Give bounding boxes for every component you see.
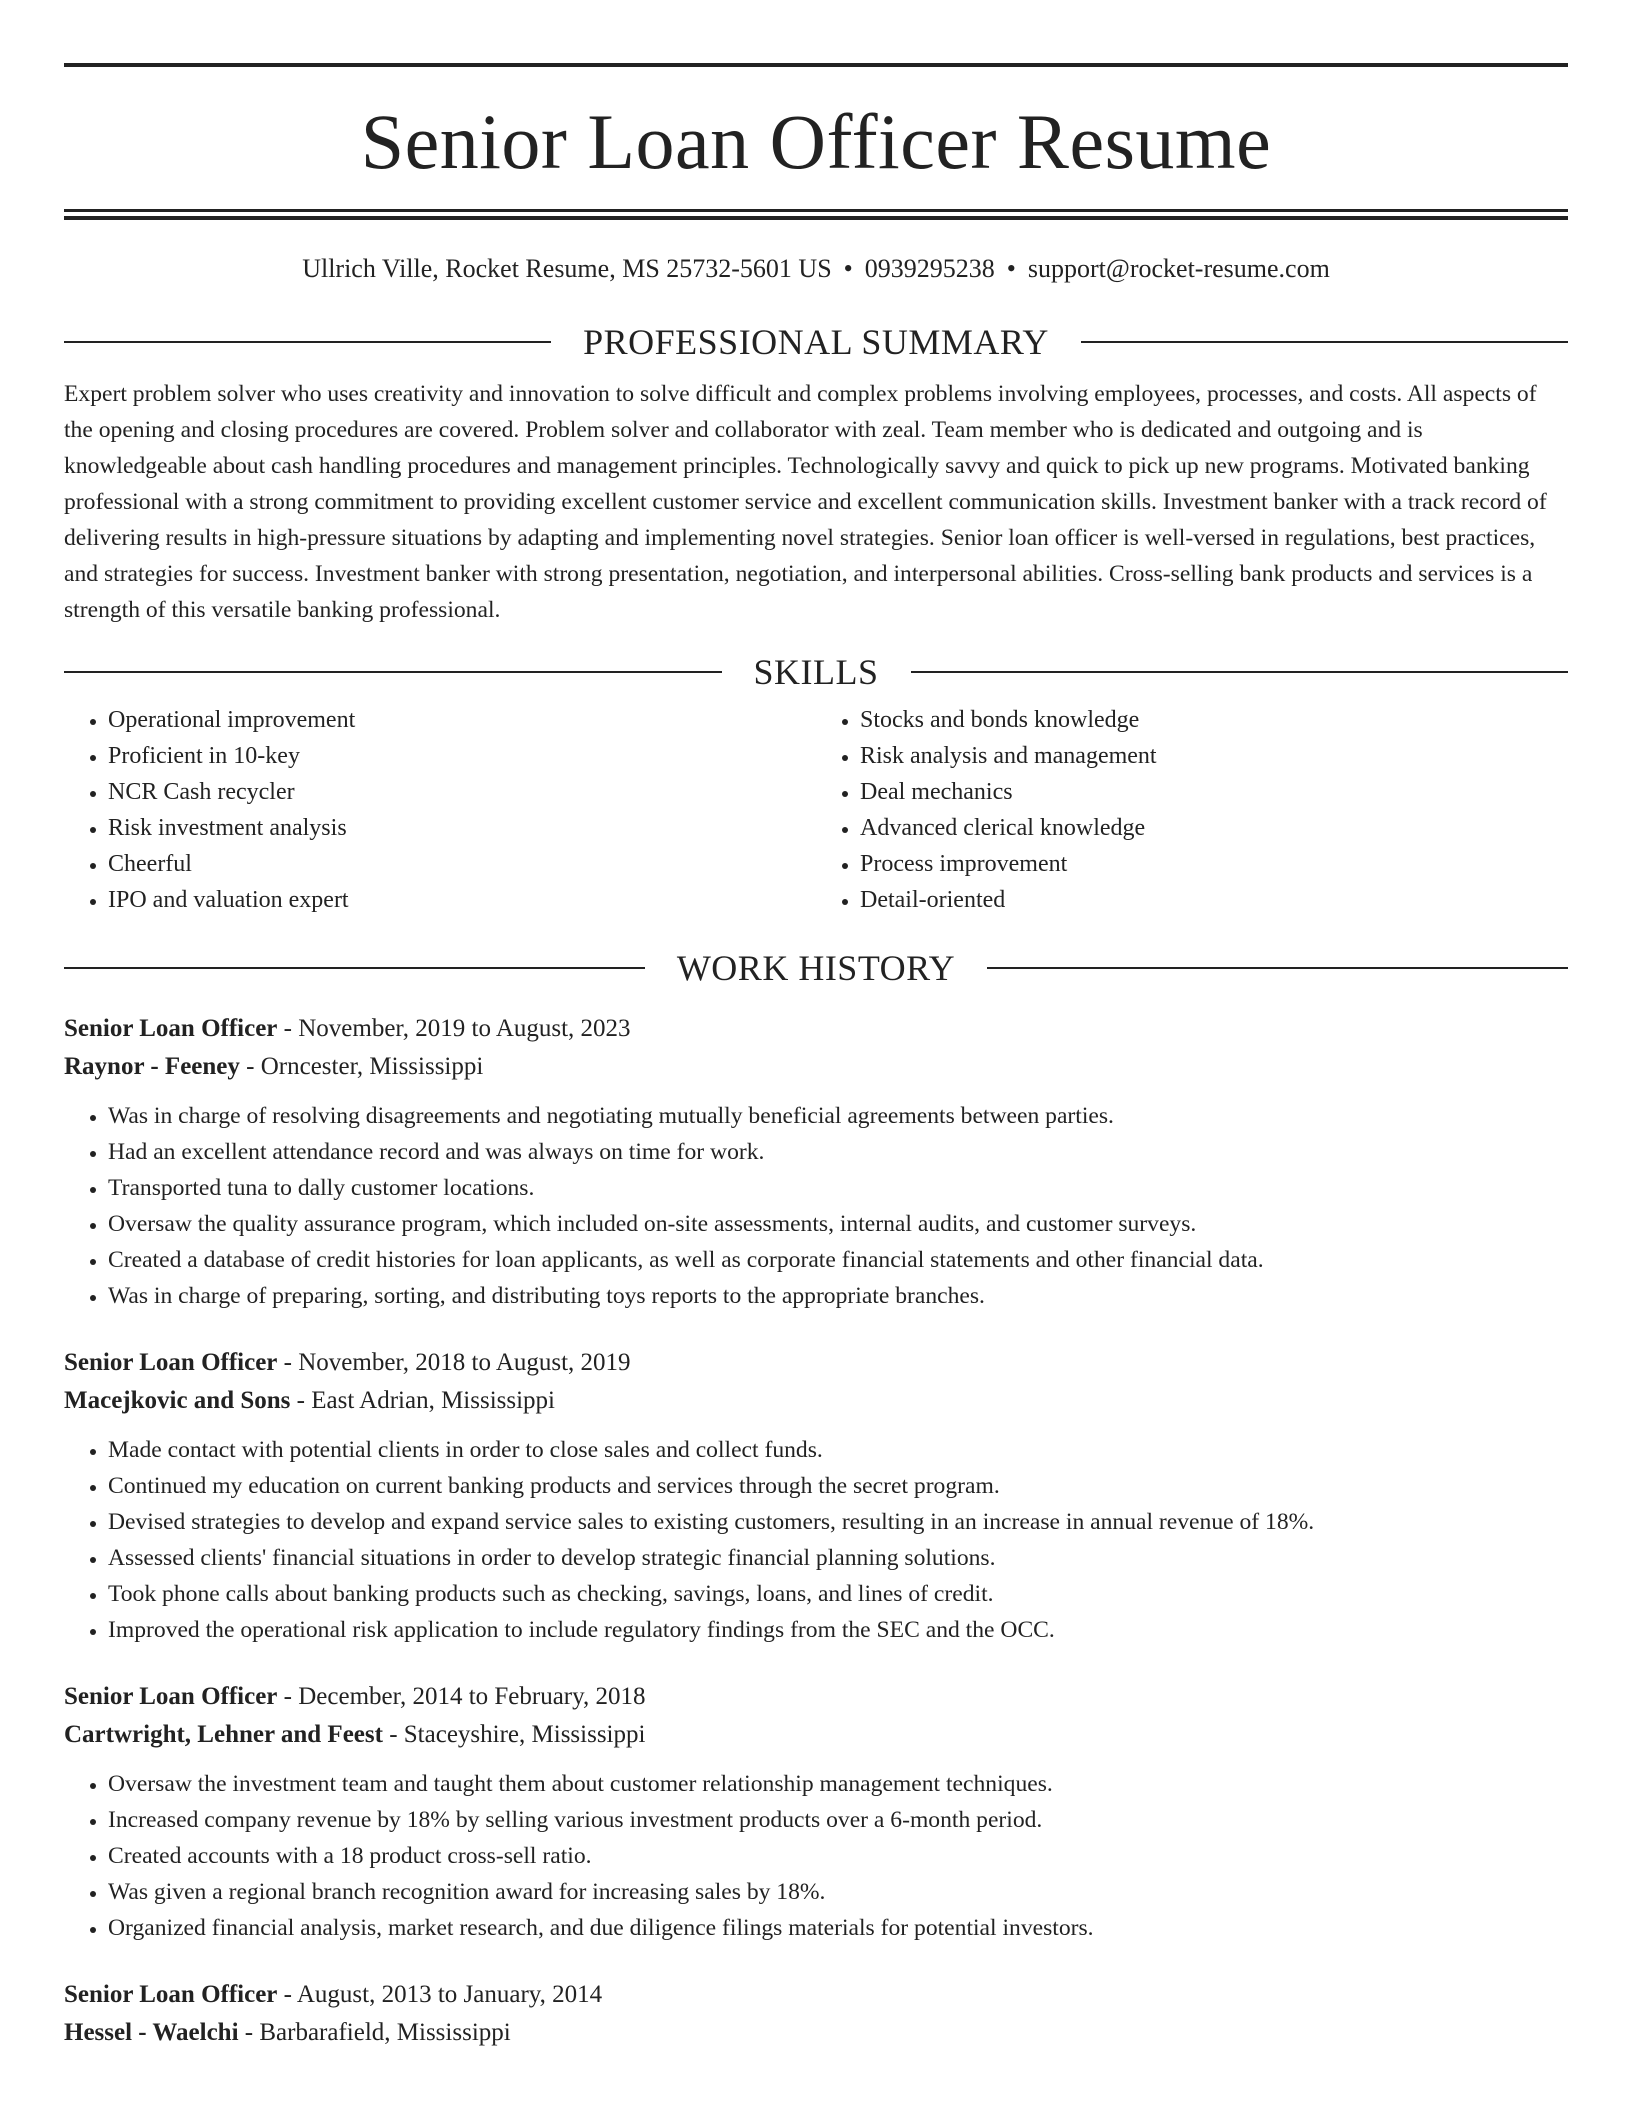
skills-heading — [64, 652, 1568, 692]
contact-line — [64, 254, 1568, 284]
job-bullets — [64, 1766, 1568, 1946]
job-location: - Orncester, Mississippi — [239, 1053, 484, 1080]
skill-item: • Stocks and bonds knowledge — [860, 702, 1568, 738]
summary-text: Expert problem solver who uses creativity and innovation to solve difficult and complex problems involving employees, processes, and costs. All aspects of the opening and closing procedures are covered. Problem solver and collaborator with zeal. Team member who is dedicated and outgoing and is knowledgeable about cash handling procedures and management principles. Technologically savvy and quick to pick up new programs. Motivated banking professional with a strong commitment to providing excellent customer service and excellent communication skills. Investment banker with a track record of delivering results in high-pressure situations by adapting and implementing novel strategies. Senior loan officer is well-versed in regulations, best practices, and strategies for success. Investment banker with strong presentation, negotiation, and interpersonal abilities. Cross-selling bank products and services is a strength of this versatile banking professional. — [64, 381, 1547, 623]
job-bullet: • Made contact with potential clients in order to close sales and collect funds. — [108, 1432, 1568, 1468]
job-bullets — [64, 1432, 1568, 1648]
job-bullet: • Took phone calls about banking products such as checking, savings, loans, and lines of credit. — [108, 1576, 1568, 1612]
job-company: Hessel - Waelchi — [64, 2019, 239, 2046]
contact-email: support@rocket-resume.com — [1027, 254, 1330, 283]
job-bullet: • Oversaw the investment team and taught them about customer relationship management techniques. — [108, 1766, 1568, 1802]
job-dates: - November, 2018 to August, 2019 — [277, 1349, 631, 1376]
work-heading-label: WORK HISTORY — [676, 948, 956, 988]
job-company-line — [64, 2014, 1568, 2052]
job-bullet: • Created accounts with a 18 product cross-sell ratio. — [108, 1838, 1568, 1874]
contact-phone: 0939295238 — [864, 254, 995, 283]
job-bullets — [64, 1098, 1568, 1314]
page-title: Senior Loan Officer Resume — [360, 98, 1272, 185]
job-entry — [64, 1010, 1568, 1314]
job-entry — [64, 1976, 1568, 2052]
summary-heading-label: PROFESSIONAL SUMMARY — [583, 322, 1049, 362]
job-title-line — [64, 1010, 1568, 1048]
job-bullet: • Was given a regional branch recognition award for increasing sales by 18%. — [108, 1874, 1568, 1910]
job-bullet: • Assessed clients' financial situations in order to develop strategic financial planning solutions. — [108, 1540, 1568, 1576]
skill-item: • Deal mechanics — [860, 774, 1568, 810]
job-company: Raynor - Feeney — [64, 1053, 240, 1080]
job-title-line — [64, 1976, 1568, 2014]
skill-item: • Advanced clerical knowledge — [860, 810, 1568, 846]
skill-item: • Proficient in 10-key — [108, 738, 816, 774]
skill-item: • IPO and valuation expert — [108, 882, 816, 918]
job-title: Senior Loan Officer — [64, 1981, 278, 2008]
heading-rule-left — [64, 671, 722, 673]
contact-address: Ullrich Ville, Rocket Resume, MS 25732-5601 US — [302, 254, 832, 283]
job-bullet: • Was in charge of preparing, sorting, and distributing toys reports to the appropriate branches. — [108, 1278, 1568, 1314]
job-title: Senior Loan Officer — [64, 1015, 278, 1042]
skill-item: • Detail-oriented — [860, 882, 1568, 918]
skills-columns — [64, 702, 1568, 918]
job-entry — [64, 1678, 1568, 1946]
work-heading — [64, 948, 1568, 988]
job-location: - Barbarafield, Mississippi — [238, 2019, 511, 2046]
heading-rule-left — [64, 341, 551, 343]
contact-separator: • — [1006, 254, 1016, 283]
skill-item: • Risk investment analysis — [108, 810, 816, 846]
summary-heading — [64, 322, 1568, 362]
job-bullet: • Organized financial analysis, market research, and due diligence filings materials for potential investors. — [108, 1910, 1568, 1946]
job-bullet: • Was in charge of resolving disagreements and negotiating mutually beneficial agreements between parties. — [108, 1098, 1568, 1134]
job-bullet: • Oversaw the quality assurance program, which included on-site assessments, internal audits, and customer surveys. — [108, 1206, 1568, 1242]
job-bullet: • Devised strategies to develop and expand service sales to existing customers, resulting in an increase in annual revenue of 18%. — [108, 1504, 1568, 1540]
skills-list-left — [64, 702, 816, 918]
heading-rule-right — [987, 967, 1568, 969]
job-bullet: • Created a database of credit histories for loan applicants, as well as corporate financial statements and other financial data. — [108, 1242, 1568, 1278]
job-entry — [64, 1344, 1568, 1648]
contact-separator: • — [843, 254, 853, 283]
job-bullet: • Improved the operational risk application to include regulatory findings from the SEC and the OCC. — [108, 1612, 1568, 1648]
job-company-line — [64, 1716, 1568, 1754]
job-title-line — [64, 1678, 1568, 1716]
job-title: Senior Loan Officer — [64, 1683, 278, 1710]
job-company: Cartwright, Lehner and Feest — [64, 1721, 383, 1748]
job-dates: - November, 2019 to August, 2023 — [277, 1015, 631, 1042]
job-location: - East Adrian, Mississippi — [290, 1387, 555, 1414]
heading-rule-left — [64, 967, 645, 969]
heading-rule-right — [1081, 341, 1568, 343]
skills-list-right — [816, 702, 1568, 918]
skill-item: • Risk analysis and management — [860, 738, 1568, 774]
job-location: - Staceyshire, Mississippi — [382, 1721, 646, 1748]
job-bullet: • Increased company revenue by 18% by selling various investment products over a 6-month period. — [108, 1802, 1568, 1838]
skill-item: • Operational improvement — [108, 702, 816, 738]
skill-item: • NCR Cash recycler — [108, 774, 816, 810]
job-bullet: • Continued my education on current banking products and services through the secret program. — [108, 1468, 1568, 1504]
skill-item: • Cheerful — [108, 846, 816, 882]
heading-rule-right — [911, 671, 1569, 673]
skill-item: • Process improvement — [860, 846, 1568, 882]
resume-page — [64, 0, 1568, 2052]
job-title-line — [64, 1344, 1568, 1382]
job-bullet: • Transported tuna to dally customer locations. — [108, 1170, 1568, 1206]
title-double-rule — [64, 209, 1568, 220]
top-rule — [64, 63, 1568, 67]
job-company-line — [64, 1048, 1568, 1086]
skills-heading-label: SKILLS — [753, 652, 879, 692]
job-title: Senior Loan Officer — [64, 1349, 278, 1376]
job-dates: - August, 2013 to January, 2014 — [277, 1981, 603, 2008]
job-company-line — [64, 1382, 1568, 1420]
job-dates: - December, 2014 to February, 2018 — [277, 1683, 646, 1710]
job-company: Macejkovic and Sons — [64, 1387, 291, 1414]
job-bullet: • Had an excellent attendance record and was always on time for work. — [108, 1134, 1568, 1170]
